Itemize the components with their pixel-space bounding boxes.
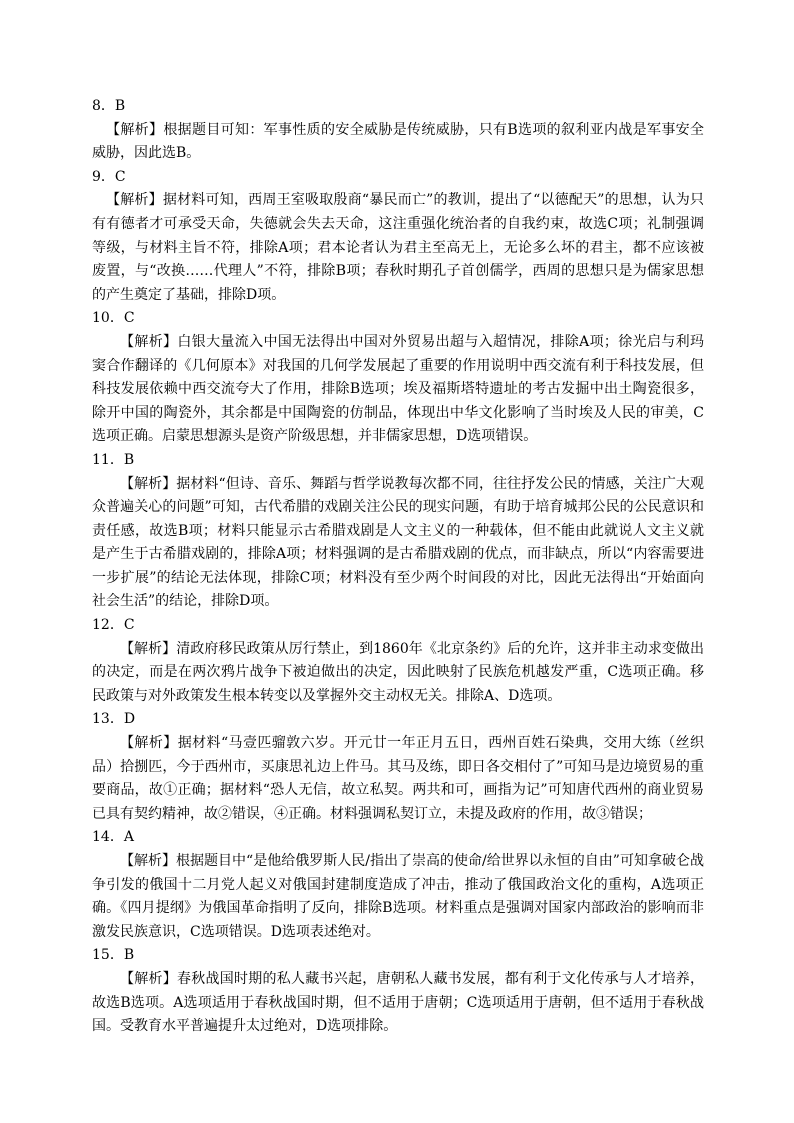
- answer-item-8: [92, 95, 704, 166]
- explanation-text: 根据题目可知：军事性质的安全威胁是传统威胁，只有B选项的叙利亚内战是军事安全威胁，因此选B。: [92, 121, 704, 162]
- answer-explanation: [92, 968, 704, 1039]
- answer-item-13: [92, 708, 704, 826]
- question-number: 10．C: [92, 310, 135, 327]
- question-number: 11．B: [92, 451, 135, 468]
- analysis-tag: 【解析】: [120, 475, 177, 492]
- answer-item-14: [92, 826, 704, 944]
- answer-item-10: [92, 307, 704, 449]
- answer-item-9: [92, 166, 704, 308]
- analysis-tag: 【解析】: [120, 333, 178, 350]
- explanation-text: 据材料“但诗、音乐、舞蹈与哲学说教每次都不同，往往抒发公民的情感，关注广大观众普遍关心的问题”可知，古代希腊的戏剧关注公民的现实问题，有助于培育城邦公民的公民意识和责任感，故选B项；材料只能显示古希腊戏剧是人文主义的一种载体，但不能由此就说人文主义就是产生于古希腊戏剧的，排除A项；材料强调的是古希腊戏剧的优点，而非缺点，所以“内容需要进一步扩展”的结论无法体现，排除C项；材料没有至少两个时间段的对比，因此无法得出“开始面向社会生活”的结论，排除D项。: [92, 475, 705, 610]
- explanation-text: 根据题目中“是他给俄罗斯人民/指出了崇高的使命/给世界以永恒的自由”可知拿破仑战争引发的俄国十二月党人起义对俄国封建制度造成了冲击，推动了俄国政治文化的重构，A选项正确。《四月提纲》为俄国革命指明了反向，排除B选项。材料重点是强调对国家内部政治的影响而非激发民族意识，C选项错误。D选项表述绝对。: [92, 853, 705, 940]
- question-number: 8．B: [92, 98, 126, 114]
- answer-explanation: [92, 850, 704, 944]
- answer-explanation: [92, 473, 704, 615]
- question-number: 13．D: [92, 711, 136, 728]
- answer-item-11: [92, 449, 704, 614]
- question-number: 9．C: [92, 168, 126, 185]
- explanation-text: 春秋战国时期的私人藏书兴起，唐朝私人藏书发展，都有利于文化传承与人才培养，故选B选项。A选项适用于春秋战国时期，但不适用于唐朝；C选项适用于唐朝，但不适用于春秋战国。受教育水平普遍提升太过绝对，D选项排除。: [92, 970, 704, 1035]
- explanation-text: 据材料“马壹匹骝敦六岁。开元廿一年正月五日，西州百姓石染典，交用大练（丝织品）拾捌匹，今于西州市，买康思礼边上件马。其马及练，即日各交相付了”可知马是边境贸易的重要商品，故①正确；据材料“恐人无信，故立私契。两共和可，画指为记”可知唐代西州的商业贸易已具有契约精神，故②错误，④正确。材料强调私契订立，未提及政府的作用，故③错误；: [92, 735, 705, 822]
- answer-item-12: [92, 614, 704, 708]
- answer-item-15: [92, 944, 704, 1038]
- analysis-tag: 【解析】: [120, 853, 177, 869]
- question-number: 15．B: [92, 947, 135, 964]
- answer-explanation: [92, 732, 704, 826]
- explanation-text: 白银大量流入中国无法得出中国对外贸易出超与入超情况，排除A项；徐光启与利玛窦合作翻译的《几何原本》对我国的几何学发展起了重要的作用说明中西交流有利于科技发展，但科技发展依赖中西交流夸大了作用，排除B选项；埃及福斯塔特遗址的考古发掘中出土陶瓷很多，除开中国的陶瓷外，其余都是中国陶瓷的仿制品，体现出中华文化影响了当时埃及人民的审美，C选项正确。启蒙思想源头是资产阶级思想，并非儒家思想，D选项错误。: [92, 333, 705, 445]
- answer-list: [92, 95, 704, 1039]
- answer-explanation: [92, 119, 704, 166]
- analysis-tag: 【解析】: [106, 192, 163, 209]
- answer-explanation: [92, 189, 704, 307]
- answer-explanation: [92, 638, 704, 709]
- question-number: 12．C: [92, 617, 135, 634]
- explanation-text: 清政府移民政策从厉行禁止，到1860年《北京条约》后的允许，这并非主动求变做出的决定，而是在两次鸦片战争下被迫做出的决定，因此映射了民族危机越发严重，C选项正确。移民政策与对外政策发生根本转变以及掌握外交主动权无关。排除A、D选项。: [92, 640, 704, 704]
- analysis-tag: 【解析】: [106, 121, 164, 138]
- analysis-tag: 【解析】: [120, 735, 178, 752]
- explanation-text: 据材料可知，西周王室吸取殷商“暴民而亡”的教训，提出了“以德配天”的思想，认为只有有德者才可承受天命，失德就会失去天命，这注重强化统治者的自我约束，故选C项；礼制强调等级，与材料主旨不符，排除A项；君本论者认为君主至高无上，无论多么坏的君主，都不应该被废置，与“改换……代理人”不符，排除B项；春秋时期孔子首创儒学，西周的思想只是为儒家思想的产生奠定了基础，排除D项。: [92, 192, 704, 303]
- answer-explanation: [92, 331, 704, 449]
- analysis-tag: 【解析】: [120, 970, 177, 987]
- question-number: 14．A: [92, 829, 134, 846]
- analysis-tag: 【解析】: [120, 640, 177, 657]
